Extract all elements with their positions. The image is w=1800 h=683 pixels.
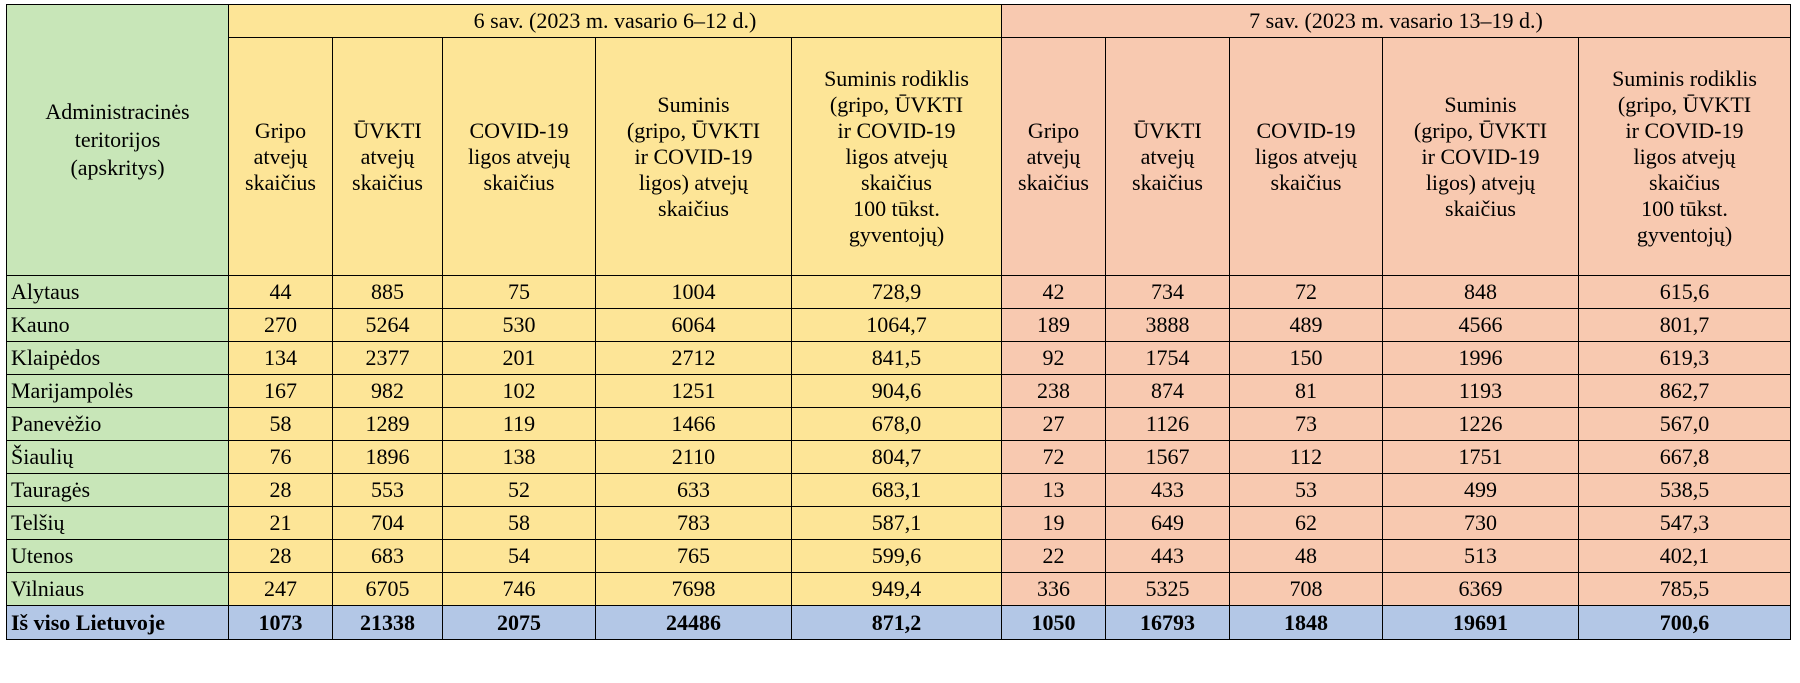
morbidity-table: [6, 4, 1791, 640]
value-cell: 6064: [596, 309, 792, 342]
value-cell: 489: [1230, 309, 1383, 342]
week6-covid19-cases-header: [443, 38, 596, 276]
value-cell: 982: [333, 375, 443, 408]
value-cell: 949,4: [792, 573, 1002, 606]
value-cell: 538,5: [1579, 474, 1791, 507]
value-cell: 6369: [1383, 573, 1579, 606]
column-header-line: Suminis: [1444, 91, 1517, 117]
region-name: Telšių: [7, 507, 229, 540]
value-cell: 7698: [596, 573, 792, 606]
value-cell: 1064,7: [792, 309, 1002, 342]
total-value-cell: 21338: [333, 606, 443, 640]
table-row: [7, 276, 1791, 309]
value-cell: 75: [443, 276, 596, 309]
value-cell: 708: [1230, 573, 1383, 606]
week7-flu-cases-header: [1002, 38, 1106, 276]
value-cell: 52: [443, 474, 596, 507]
value-cell: 134: [229, 342, 333, 375]
value-cell: 874: [1106, 375, 1230, 408]
value-cell: 1996: [1383, 342, 1579, 375]
value-cell: 238: [1002, 375, 1106, 408]
value-cell: 72: [1230, 276, 1383, 309]
table-row: [7, 375, 1791, 408]
column-header-line: ligos atvejų: [1254, 143, 1358, 169]
value-cell: 683: [333, 540, 443, 573]
value-cell: 19: [1002, 507, 1106, 540]
value-cell: 21: [229, 507, 333, 540]
value-cell: 619,3: [1579, 342, 1791, 375]
value-cell: 27: [1002, 408, 1106, 441]
total-value-cell: 1050: [1002, 606, 1106, 640]
region-name: Panevėžio: [7, 408, 229, 441]
value-cell: 5325: [1106, 573, 1230, 606]
column-header-line: gyventojų): [848, 221, 945, 247]
value-cell: 649: [1106, 507, 1230, 540]
region-name: Marijampolės: [7, 375, 229, 408]
value-cell: 402,1: [1579, 540, 1791, 573]
value-cell: 73: [1230, 408, 1383, 441]
column-header-line: ir COVID-19: [837, 117, 956, 143]
column-header-line: Suminis rodiklis: [1612, 65, 1757, 91]
total-value-cell: 24486: [596, 606, 792, 640]
total-value-cell: 2075: [443, 606, 596, 640]
column-header-line: 100 tūkst.: [1641, 195, 1728, 221]
value-cell: 28: [229, 474, 333, 507]
admin-territories-header: [7, 5, 229, 276]
region-name: Alytaus: [7, 276, 229, 309]
value-cell: 76: [229, 441, 333, 474]
admin-header-line: Administracinės: [45, 99, 190, 124]
value-cell: 270: [229, 309, 333, 342]
column-header-line: ligos atvejų: [845, 143, 948, 169]
table-row: [7, 573, 1791, 606]
value-cell: 62: [1230, 507, 1383, 540]
column-header-line: skaičius: [1270, 169, 1342, 195]
value-cell: 6705: [333, 573, 443, 606]
column-header-line: skaičius: [658, 195, 729, 221]
region-name: Vilniaus: [7, 573, 229, 606]
column-header-line: Suminis rodiklis: [824, 65, 969, 91]
value-cell: 862,7: [1579, 375, 1791, 408]
week6-sari-cases-header: [333, 38, 443, 276]
value-cell: 1126: [1106, 408, 1230, 441]
value-cell: 1193: [1383, 375, 1579, 408]
column-header-line: skaičius: [245, 169, 316, 195]
value-cell: 44: [229, 276, 333, 309]
region-name: Šiaulių: [7, 441, 229, 474]
table-row: [7, 408, 1791, 441]
column-header-line: skaičius: [861, 169, 932, 195]
value-cell: 678,0: [792, 408, 1002, 441]
region-name: Kauno: [7, 309, 229, 342]
value-cell: 667,8: [1579, 441, 1791, 474]
value-cell: 13: [1002, 474, 1106, 507]
value-cell: 2377: [333, 342, 443, 375]
column-header-line: ŪVKTI: [1133, 117, 1202, 143]
value-cell: 42: [1002, 276, 1106, 309]
value-cell: 730: [1383, 507, 1579, 540]
value-cell: 801,7: [1579, 309, 1791, 342]
column-header-line: (gripo, ŪVKTI: [829, 91, 964, 117]
week7-sari-cases-header: [1106, 38, 1230, 276]
value-cell: 92: [1002, 342, 1106, 375]
column-header-line: 100 tūkst.: [853, 195, 940, 221]
table-wrapper: [6, 4, 1791, 640]
column-header-line: skaičius: [1018, 169, 1089, 195]
value-cell: 28: [229, 540, 333, 573]
value-cell: 433: [1106, 474, 1230, 507]
column-header-line: skaičius: [352, 169, 423, 195]
value-cell: 443: [1106, 540, 1230, 573]
value-cell: 633: [596, 474, 792, 507]
total-value-cell: 1073: [229, 606, 333, 640]
region-name: Tauragės: [7, 474, 229, 507]
table-row: [7, 474, 1791, 507]
week7-total-cases-header: [1383, 38, 1579, 276]
value-cell: 567,0: [1579, 408, 1791, 441]
value-cell: 2712: [596, 342, 792, 375]
table-row: [7, 441, 1791, 474]
value-cell: 189: [1002, 309, 1106, 342]
column-header-line: skaičius: [1132, 169, 1203, 195]
value-cell: 2110: [596, 441, 792, 474]
column-header-line: Gripo: [254, 117, 307, 143]
total-row: [7, 606, 1791, 640]
column-header-line: skaičius: [1649, 169, 1720, 195]
value-cell: 167: [229, 375, 333, 408]
value-cell: 746: [443, 573, 596, 606]
value-cell: 3888: [1106, 309, 1230, 342]
value-cell: 119: [443, 408, 596, 441]
column-header-line: Gripo: [1027, 117, 1080, 143]
value-cell: 785,5: [1579, 573, 1791, 606]
value-cell: 1004: [596, 276, 792, 309]
table-body: [7, 276, 1791, 640]
column-header-row: [7, 38, 1791, 276]
admin-header-line: teritorijos: [74, 127, 161, 152]
value-cell: 553: [333, 474, 443, 507]
table-row: [7, 342, 1791, 375]
value-cell: 336: [1002, 573, 1106, 606]
column-header-line: ligos) atvejų: [1425, 169, 1536, 195]
value-cell: 734: [1106, 276, 1230, 309]
column-header-line: atvejų: [1026, 143, 1081, 169]
value-cell: 530: [443, 309, 596, 342]
total-value-cell: 1848: [1230, 606, 1383, 640]
value-cell: 765: [596, 540, 792, 573]
value-cell: 1466: [596, 408, 792, 441]
value-cell: 804,7: [792, 441, 1002, 474]
region-name: Klaipėdos: [7, 342, 229, 375]
value-cell: 58: [229, 408, 333, 441]
value-cell: 1251: [596, 375, 792, 408]
column-header-line: ligos atvejų: [467, 143, 571, 169]
column-header-line: (gripo, ŪVKTI: [626, 117, 761, 143]
column-header-line: (gripo, ŪVKTI: [1413, 117, 1548, 143]
value-cell: 1896: [333, 441, 443, 474]
value-cell: 72: [1002, 441, 1106, 474]
value-cell: 102: [443, 375, 596, 408]
week6-total-cases-header: [596, 38, 792, 276]
value-cell: 728,9: [792, 276, 1002, 309]
column-header-line: ligos) atvejų: [638, 169, 749, 195]
week7-total-rate-per-100k-header: [1579, 38, 1791, 276]
value-cell: 587,1: [792, 507, 1002, 540]
admin-header-line: (apskritys): [70, 155, 165, 180]
column-header-line: ŪVKTI: [353, 117, 422, 143]
week7-covid19-cases-header: [1230, 38, 1383, 276]
value-cell: 885: [333, 276, 443, 309]
value-cell: 4566: [1383, 309, 1579, 342]
column-header-line: ir COVID-19: [1625, 117, 1744, 143]
value-cell: 841,5: [792, 342, 1002, 375]
week6-total-rate-per-100k-header: [792, 38, 1002, 276]
value-cell: 48: [1230, 540, 1383, 573]
total-value-cell: 700,6: [1579, 606, 1791, 640]
value-cell: 54: [443, 540, 596, 573]
value-cell: 904,6: [792, 375, 1002, 408]
value-cell: 513: [1383, 540, 1579, 573]
value-cell: 599,6: [792, 540, 1002, 573]
value-cell: 615,6: [1579, 276, 1791, 309]
column-header-line: gyventojų): [1636, 221, 1733, 247]
value-cell: 1754: [1106, 342, 1230, 375]
value-cell: 848: [1383, 276, 1579, 309]
value-cell: 138: [443, 441, 596, 474]
total-value-cell: 16793: [1106, 606, 1230, 640]
column-header-line: COVID-19: [1256, 117, 1356, 143]
period-header-row: [7, 5, 1791, 38]
value-cell: 58: [443, 507, 596, 540]
value-cell: 683,1: [792, 474, 1002, 507]
column-header-line: atvejų: [360, 143, 415, 169]
value-cell: 1751: [1383, 441, 1579, 474]
value-cell: 247: [229, 573, 333, 606]
table-row: [7, 507, 1791, 540]
column-header-line: (gripo, ŪVKTI: [1617, 91, 1752, 117]
region-name: Utenos: [7, 540, 229, 573]
total-value-cell: 871,2: [792, 606, 1002, 640]
value-cell: 499: [1383, 474, 1579, 507]
column-header-line: ligos atvejų: [1633, 143, 1736, 169]
week6-flu-cases-header: [229, 38, 333, 276]
value-cell: 112: [1230, 441, 1383, 474]
value-cell: 783: [596, 507, 792, 540]
week6-period-header: 6 sav. (2023 m. vasario 6–12 d.): [229, 5, 1002, 38]
column-header-line: ir COVID-19: [634, 143, 753, 169]
value-cell: 547,3: [1579, 507, 1791, 540]
column-header-line: COVID-19: [469, 117, 569, 143]
value-cell: 1289: [333, 408, 443, 441]
column-header-line: Suminis: [657, 91, 730, 117]
table-row: [7, 540, 1791, 573]
value-cell: 5264: [333, 309, 443, 342]
value-cell: 22: [1002, 540, 1106, 573]
value-cell: 1567: [1106, 441, 1230, 474]
value-cell: 150: [1230, 342, 1383, 375]
column-header-line: atvejų: [253, 143, 308, 169]
value-cell: 53: [1230, 474, 1383, 507]
value-cell: 201: [443, 342, 596, 375]
week7-period-header: 7 sav. (2023 m. vasario 13–19 d.): [1002, 5, 1791, 38]
column-header-line: skaičius: [483, 169, 555, 195]
value-cell: 81: [1230, 375, 1383, 408]
total-label: Iš viso Lietuvoje: [7, 606, 229, 640]
column-header-line: skaičius: [1445, 195, 1516, 221]
total-value-cell: 19691: [1383, 606, 1579, 640]
value-cell: 1226: [1383, 408, 1579, 441]
table-row: [7, 309, 1791, 342]
value-cell: 704: [333, 507, 443, 540]
column-header-line: atvejų: [1140, 143, 1195, 169]
column-header-line: ir COVID-19: [1421, 143, 1540, 169]
